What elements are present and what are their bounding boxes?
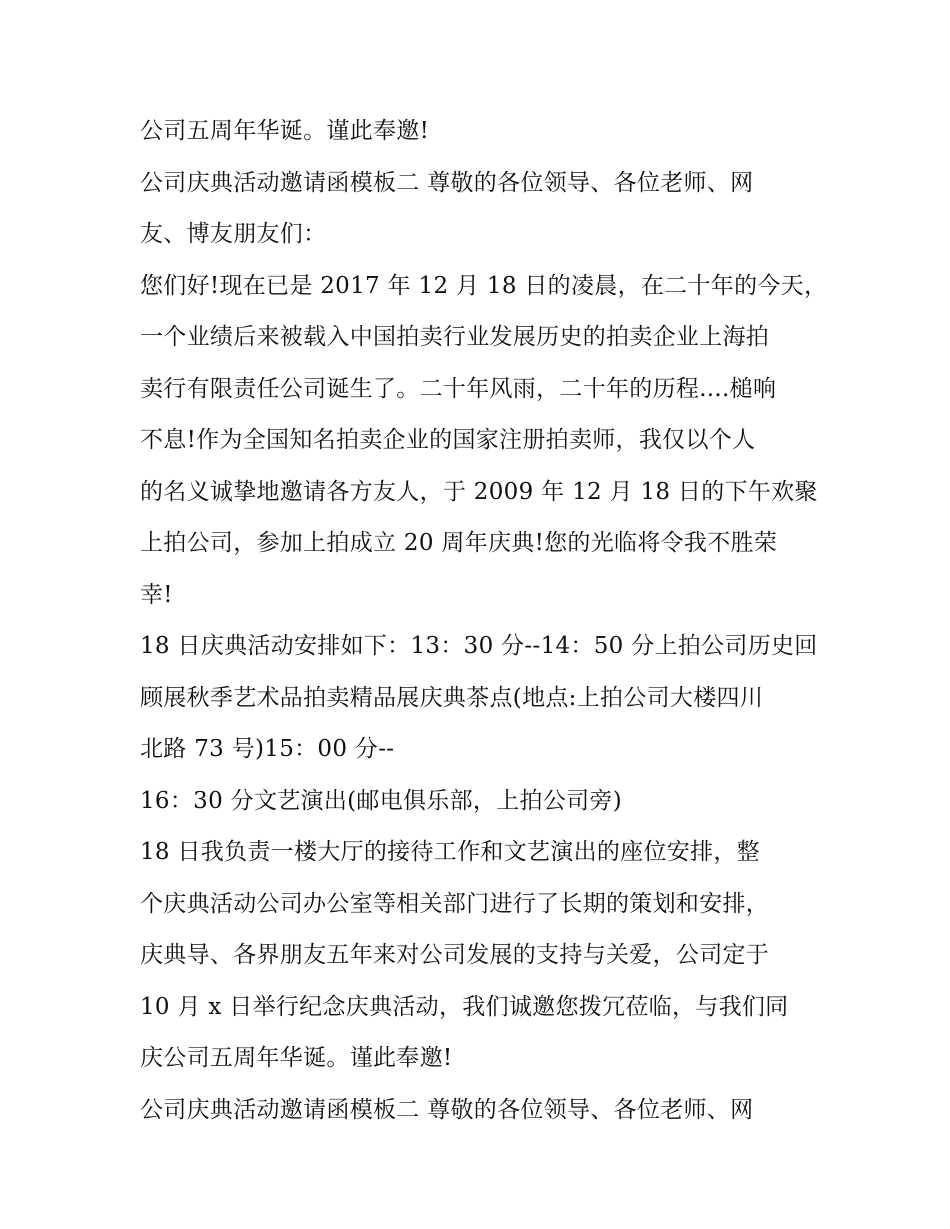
text-line: 庆典导、各界朋友五年来对公司发展的支持与关爱，公司定于 xyxy=(140,942,770,968)
text-line: 不息!作为全国知名拍卖企业的国家注册拍卖师，我仅以个人 xyxy=(140,427,756,453)
text-line: 一个业绩后来被载入中国拍卖行业发展历史的拍卖企业上海拍 xyxy=(140,324,770,350)
text-line: 18 日庆典活动安排如下：13：30 分--14：50 分上拍公司历史回 xyxy=(140,633,818,659)
text-line: 您们好!现在已是 2017 年 12 月 18 日的凌晨，在二十年的今天， xyxy=(140,272,828,299)
text-line: 公司五周年华诞。谨此奉邀! xyxy=(140,118,430,144)
text-line: 18 日我负责一楼大厅的接待工作和文艺演出的座位安排，整 xyxy=(140,839,760,865)
text-line: 北路 73 号)15：00 分-- xyxy=(140,736,395,762)
text-line: 友、博友朋友们： xyxy=(140,221,327,247)
text-line: 的名义诚挚地邀请各方友人，于 2009 年 12 月 18 日的下午欢聚 xyxy=(140,478,818,505)
text-line: 10 月 x 日举行纪念庆典活动，我们诚邀您拨冗莅临，与我们同 xyxy=(140,993,789,1020)
text-line: 卖行有限责任公司诞生了。二十年风雨，二十年的历程....槌响 xyxy=(140,375,777,402)
text-line: 16：30 分文艺演出(邮电俱乐部，上拍公司旁) xyxy=(140,787,622,814)
text-line: 幸! xyxy=(140,581,173,608)
text-line: 公司庆典活动邀请函模板二 尊敬的各位领导、各位老师、网 xyxy=(140,1096,754,1123)
text-line: 公司庆典活动邀请函模板二 尊敬的各位领导、各位老师、网 xyxy=(140,169,754,196)
text-line: 庆公司五周年华诞。谨此奉邀! xyxy=(140,1045,453,1071)
text-line: 上拍公司，参加上拍成立 20 周年庆典!您的光临将令我不胜荣 xyxy=(140,530,778,556)
document-body xyxy=(140,106,828,1136)
text-line: 顾展秋季艺术品拍卖精品展庆典茶点(地点:上拍公司大楼四川 xyxy=(140,684,764,711)
text-line: 个庆典活动公司办公室等相关部门进行了长期的策划和安排， xyxy=(140,890,770,917)
